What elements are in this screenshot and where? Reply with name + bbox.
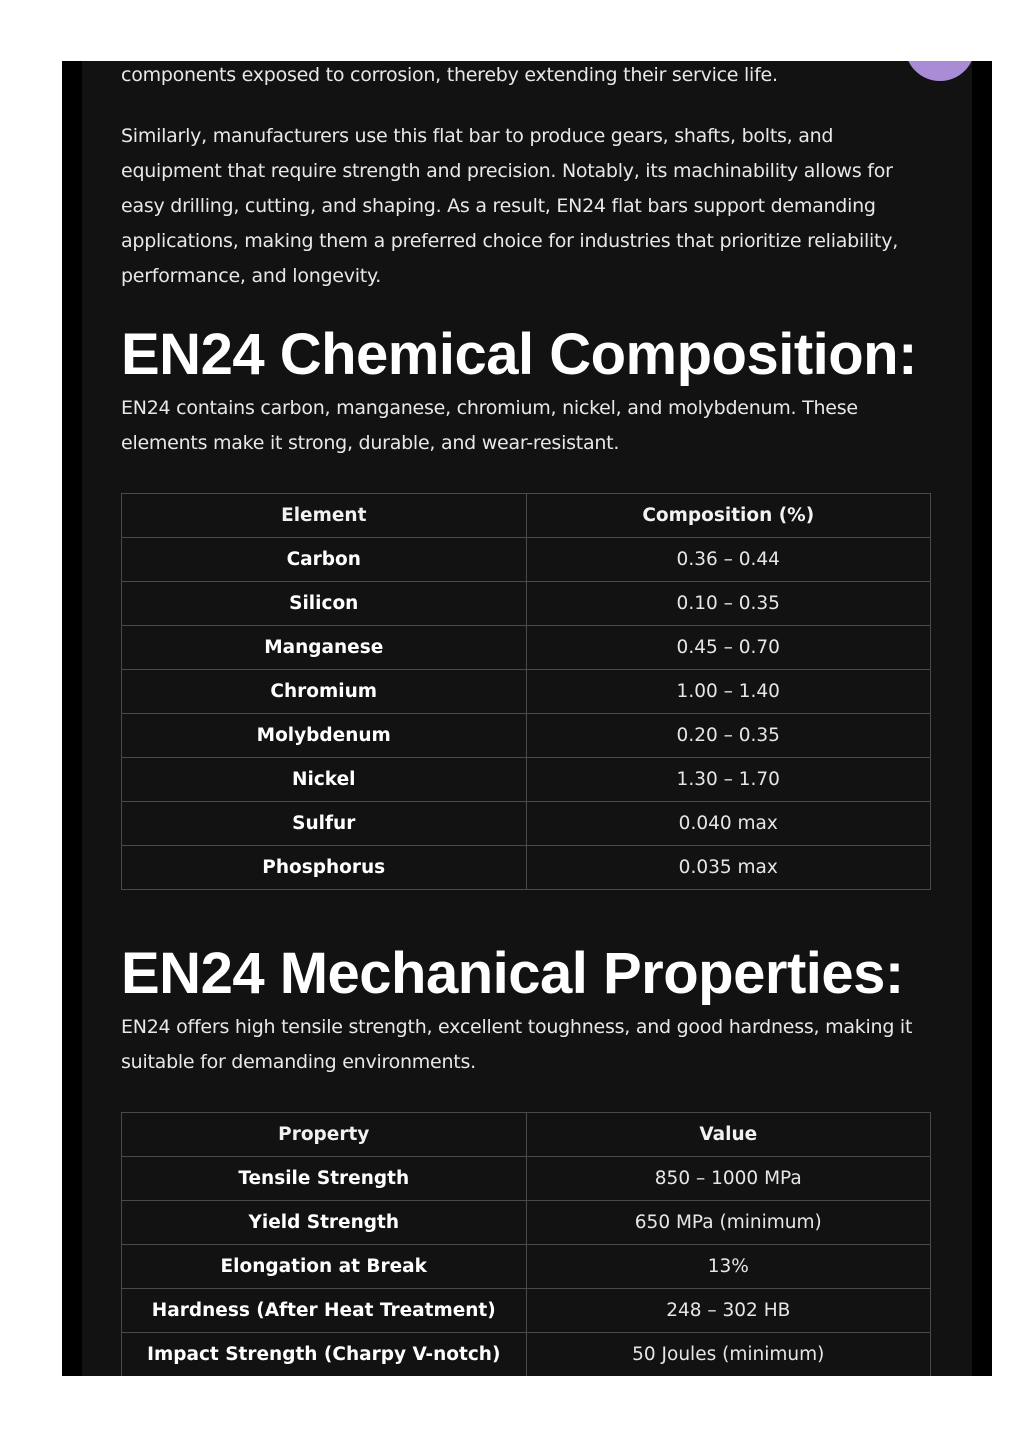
row-label: Phosphorus xyxy=(122,846,527,890)
row-label: Sulfur xyxy=(122,802,527,846)
row-value: 650 MPa (minimum) xyxy=(526,1201,931,1245)
row-value: 13% xyxy=(526,1245,931,1289)
row-value: 0.20 – 0.35 xyxy=(526,714,931,758)
chemical-section xyxy=(121,323,931,461)
table-row xyxy=(122,670,931,714)
intro-fragment-block xyxy=(121,61,931,93)
row-value: 1.30 – 1.70 xyxy=(526,758,931,802)
article xyxy=(82,61,972,1376)
mechanical-heading: EN24 Mechanical Properties: xyxy=(121,941,904,1006)
mechanical-description: EN24 offers high tensile strength, excellent toughness, and good hardness, making it suitable for demanding environments. xyxy=(121,1016,913,1073)
row-label: Nickel xyxy=(122,758,527,802)
row-value: 0.035 max xyxy=(526,846,931,890)
row-value: 248 – 302 HB xyxy=(526,1289,931,1333)
table-row xyxy=(122,1157,931,1201)
chemical-description: EN24 contains carbon, manganese, chromium, nickel, and molybdenum. These elements make it strong, durable, and wear-resistant. xyxy=(121,397,858,454)
column-header-element: Element xyxy=(122,494,527,538)
row-value: 0.040 max xyxy=(526,802,931,846)
mechanical-properties-table xyxy=(121,1112,931,1376)
table-row xyxy=(122,538,931,582)
page-viewport xyxy=(62,61,992,1376)
row-label: Tensile Strength xyxy=(122,1157,527,1201)
column-header-property: Property xyxy=(122,1113,527,1157)
table-row xyxy=(122,714,931,758)
row-label: Impact Strength (Charpy V-notch) xyxy=(122,1333,527,1377)
column-header-composition: Composition (%) xyxy=(526,494,931,538)
row-label: Yield Strength xyxy=(122,1201,527,1245)
row-value: 850 – 1000 MPa xyxy=(526,1157,931,1201)
row-value: 1.00 – 1.40 xyxy=(526,670,931,714)
table-row xyxy=(122,1333,931,1377)
chemical-heading: EN24 Chemical Composition: xyxy=(121,322,917,387)
mechanical-section xyxy=(121,942,931,1080)
intro-paragraph: Similarly, manufacturers use this flat bar to produce gears, shafts, bolts, and equipment that require strength and precision. Notably, its machinability allows for easy drilling, cutting, and shaping. As a result, EN24 flat bars support demanding applications, making them a preferred choice for industries that prioritize reliability, performance, and longevity. xyxy=(121,125,899,287)
table-row xyxy=(122,1289,931,1333)
row-value: 50 Joules (minimum) xyxy=(526,1333,931,1377)
table-row xyxy=(122,582,931,626)
row-value: 0.45 – 0.70 xyxy=(526,626,931,670)
row-value: 0.36 – 0.44 xyxy=(526,538,931,582)
table-row xyxy=(122,626,931,670)
chemical-table-body xyxy=(122,538,931,890)
intro-line-fragment: components exposed to corrosion, thereby extending their service life. xyxy=(121,64,778,86)
table-header-row xyxy=(122,494,931,538)
mechanical-table-body xyxy=(122,1157,931,1377)
row-label: Manganese xyxy=(122,626,527,670)
row-label: Silicon xyxy=(122,582,527,626)
row-label: Carbon xyxy=(122,538,527,582)
row-label: Elongation at Break xyxy=(122,1245,527,1289)
chemical-composition-table xyxy=(121,493,931,890)
table-row xyxy=(122,1201,931,1245)
chemical-table-block xyxy=(121,493,931,890)
table-row xyxy=(122,846,931,890)
row-label: Chromium xyxy=(122,670,527,714)
table-row xyxy=(122,1245,931,1289)
table-row xyxy=(122,758,931,802)
table-header-row xyxy=(122,1113,931,1157)
intro-paragraph-block xyxy=(121,119,931,294)
row-value: 0.10 – 0.35 xyxy=(526,582,931,626)
table-row xyxy=(122,802,931,846)
row-label: Molybdenum xyxy=(122,714,527,758)
row-label: Hardness (After Heat Treatment) xyxy=(122,1289,527,1333)
column-header-value: Value xyxy=(526,1113,931,1157)
mechanical-table-block xyxy=(121,1112,931,1376)
